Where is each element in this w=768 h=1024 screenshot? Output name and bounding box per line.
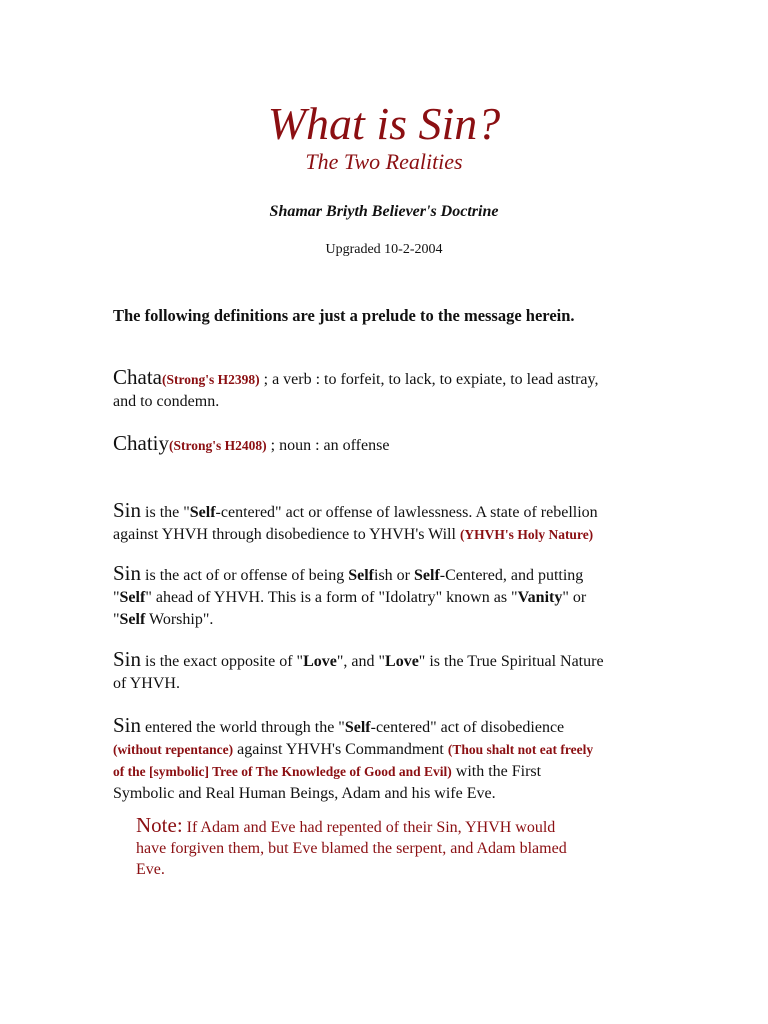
bold-text: Self — [344, 719, 371, 736]
bold-text: Love — [385, 653, 419, 670]
reference-note: of the [symbolic] Tree of The Knowledge of Good and Evil) — [113, 764, 452, 779]
text-span: -centered" act of disobedience — [370, 719, 565, 736]
sin-word: Sin — [113, 498, 142, 522]
text-span: -Centered, and putting — [439, 567, 584, 584]
text-span: " ahead of YHVH. This is a form of "Idolatry" known as " — [145, 589, 518, 606]
bold-text: Love — [303, 653, 337, 670]
text-span: " — [113, 589, 120, 606]
note-label: Note: — [136, 813, 183, 837]
text-span: against YHVH through disobedience to YHVH's Will — [113, 526, 460, 543]
reference-note: (Thou shalt not eat freely — [447, 742, 594, 757]
term-word: Chata — [113, 365, 162, 389]
text-span: is the " — [141, 504, 190, 521]
sin-paragraph-2 — [113, 562, 663, 631]
note-text: Eve. — [136, 861, 165, 878]
text-span: of YHVH. — [113, 675, 180, 692]
sin-paragraph-1 — [113, 499, 663, 546]
text-span: against YHVH's Commandment — [233, 741, 448, 758]
text-span: entered the world through the " — [141, 719, 345, 736]
sin-paragraph-4 — [113, 714, 663, 805]
text-span: -centered" act or offense of lawlessness. A state of rebellion — [215, 504, 598, 521]
definition-text: ; noun : an offense — [266, 437, 390, 454]
note-block — [136, 815, 626, 880]
definition-text: ; a verb : to forfeit, to lack, to expiate, to lead astray, — [259, 371, 599, 388]
text-span: with the First — [451, 763, 542, 780]
text-span: Symbolic and Real Human Beings, Adam and his wife Eve. — [113, 785, 496, 802]
sin-word: Sin — [113, 561, 142, 585]
note-text: If Adam and Eve had repented of their Sin, YHVH would — [182, 819, 556, 836]
text-span: " — [113, 611, 120, 628]
reference-note: (YHVH's Holy Nature) — [459, 527, 594, 542]
text-span: ", and " — [336, 653, 386, 670]
text-span: is the act of or offense of being — [141, 567, 349, 584]
bold-text: Self — [414, 567, 440, 584]
text-span: ish or — [374, 567, 414, 584]
text-span: " is the True Spiritual Nature — [418, 653, 604, 670]
bold-text: Self — [348, 567, 374, 584]
text-span: " or — [562, 589, 587, 606]
note-text: have forgiven them, but Eve blamed the serpent, and Adam blamed — [136, 840, 567, 857]
sin-paragraph-3 — [113, 648, 663, 695]
doctrine-heading: Shamar Briyth Believer's Doctrine — [269, 203, 499, 220]
term-word: Chatiy — [113, 431, 169, 455]
strongs-reference: (Strong's H2408) — [169, 438, 267, 453]
bold-text: Self — [119, 611, 146, 628]
page-subtitle: The Two Realities — [305, 149, 463, 174]
sin-word: Sin — [113, 647, 142, 671]
page-title: What is Sin? — [267, 98, 501, 149]
sin-word: Sin — [113, 713, 142, 737]
upgraded-date: Upgraded 10-2-2004 — [325, 242, 443, 257]
bold-text: Self — [119, 589, 146, 606]
definition-text: and to condemn. — [113, 393, 220, 410]
prelude-text: The following definitions are just a prelude to the message herein. — [113, 306, 575, 325]
definition-chata — [113, 366, 663, 413]
definition-chatiy — [113, 432, 663, 457]
bold-text: Vanity — [517, 589, 563, 606]
bold-text: Self — [189, 504, 216, 521]
strongs-reference: (Strong's H2398) — [161, 372, 260, 387]
reference-note: (without repentance) — [113, 742, 234, 757]
text-span: Worship". — [145, 611, 214, 628]
text-span: is the exact opposite of " — [141, 653, 304, 670]
